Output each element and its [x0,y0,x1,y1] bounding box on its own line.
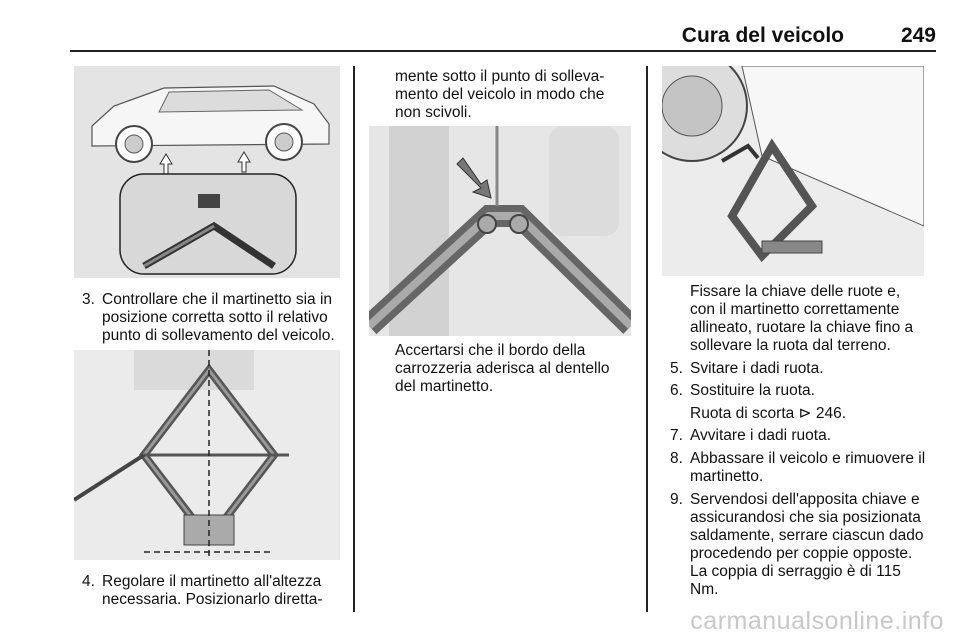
illustration-wheel-raise [662,66,924,276]
spare-wheel-reference[interactable]: Ruota di scorta ⊳ 246. [690,405,847,422]
illustration-jack-notch-detail [369,126,631,336]
step-number: 7. [670,427,683,444]
illustration-car-lift-points [74,66,340,278]
step-text: Sostituire la ruota. [690,382,815,399]
step-number: 4. [82,573,95,590]
step-text: Svitare i dadi ruota. [690,360,824,377]
illustration-jack-alignment [74,350,340,560]
step-4 [82,573,344,609]
step-number: 6. [670,382,683,399]
step-text: Regolare il martinetto all'altezza necessaria. Posizionarlo diretta- [102,573,323,608]
step-7 [670,427,932,445]
step-9 [670,491,932,599]
step-number: 9. [670,491,683,508]
column-divider-1 [353,66,355,612]
section-title: Cura del veicolo [681,24,844,47]
column-divider-2 [646,66,648,612]
page-number: 249 [900,24,936,47]
col3-intro: Fissare la chiave delle ruote e, con il martinetto correttamente allineato, ruotare la chiave fino a sollevare la ruota dal terreno. [690,283,914,354]
step-text: Controllare che il martinetto sia in posizione corretta sotto il relativo punto di sollevamento del veicolo. [102,291,335,344]
step-number: 3. [82,291,95,308]
step-text: Avvitare i dadi ruota. [690,427,832,444]
step-text: Servendosi dell'apposita chiave e assicurandosi che sia posizionata saldamente, serrare ciascun dado procedendo per coppie opposte. La coppia di serraggio è di 115 Nm. [690,491,924,598]
step-4-continuation: mente sotto il punto di solleva-mento del veicolo in modo che non scivoli. [395,68,605,121]
step-number: 5. [670,360,683,377]
note-text: Accertarsi che il bordo della carrozzeria aderisca al dentello del martinetto. [395,342,610,395]
step-8 [670,450,932,486]
step-5 [670,360,932,378]
step-text: Abbassare il veicolo e rimuovere il martinetto. [690,450,926,485]
step-3 [82,291,344,345]
step-number: 8. [670,450,683,467]
watermark: carmanualsonline.info [690,607,944,635]
page-header [70,18,936,52]
step-6 [670,382,932,423]
